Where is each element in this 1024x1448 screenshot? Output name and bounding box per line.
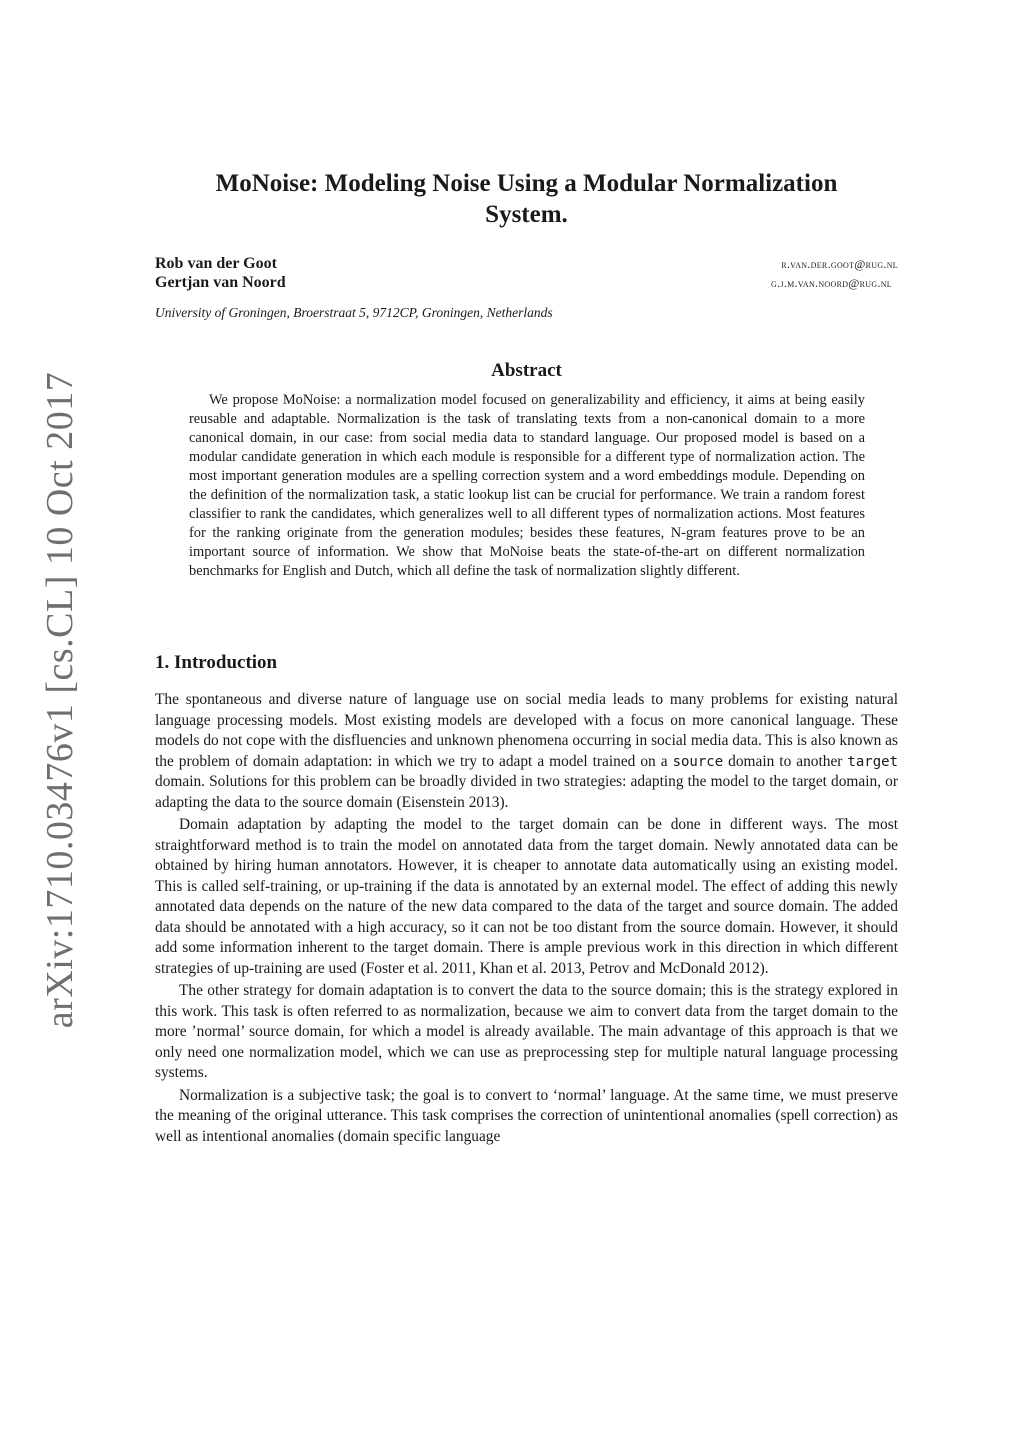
author-row-1 xyxy=(155,255,898,274)
source-keyword: source xyxy=(672,753,724,770)
abstract-heading: Abstract xyxy=(491,360,562,381)
intro-p1-text-b: domain to another xyxy=(723,752,848,770)
author-block xyxy=(155,255,898,293)
introduction-body xyxy=(155,690,898,1149)
author-email-2: g.j.m.van.noord@rug.nl xyxy=(771,276,892,290)
intro-p1-text-c: domain. Solutions for this problem can be broadly divided in two strategies: adapting the model to the target domain, or adapting the data to the source domain (Eisenstein 2013). xyxy=(155,773,898,811)
author-row-2 xyxy=(155,274,898,293)
abstract-text: We propose MoNoise: a normalization model focused on generalizability and efficiency, it aims at being easily reusable and adaptable. Normalization is the task of translating texts from a non-canonical domain to a more canonical domain, in our case: from social media data to standard language. Our proposed model is based on a modular candidate generation in which each module is responsible for a different type of normalization action. The most important generation modules are a spelling correction system and a word embeddings module. Depending on the definition of the normalization task, a static lookup list can be crucial for performance. We train a random forest classifier to rank the candidates, which generalizes well to all different types of normalization actions. Most features for the ranking originate from the generation modules; besides these features, N-gram features prove to be an important source of information. We show that MoNoise beats the state-of-the-art on different normalization benchmarks for English and Dutch, which all define the task of normalization slightly different. xyxy=(189,392,865,579)
intro-paragraph-2: Domain adaptation by adapting the model to the target domain can be done in different ways. The most straightforward method is to train the model on annotated data from the target domain. Newly annotated data can be obtained by hiring human annotators. However, it is cheaper to annotate data automatically using an existing model. This is called self-training, or up-training if the data is annotated by an external model. The effect of adding this newly annotated data depends on the nature of the new data compared to the data of the target and source domain. The added data should be annotated with a high accuracy, so it can not be too distant from the source domain. However, it should add some information inherent to the target domain. There is ample previous work in this direction in which different strategies of up-training are used (Foster et al. 2011, Khan et al. 2013, Petrov and McDonald 2012). xyxy=(155,816,898,977)
title-line-1: MoNoise: Modeling Noise Using a Modular Normalization xyxy=(215,170,838,197)
intro-paragraph-1 xyxy=(155,690,898,813)
target-keyword: target xyxy=(847,753,898,770)
author-name-1: Rob van der Goot xyxy=(155,255,277,272)
affiliation: University of Groningen, Broerstraat 5, 9712CP, Groningen, Netherlands xyxy=(155,305,553,320)
intro-p1-text-a: The spontaneous and diverse nature of language use on social media leads to many problems for existing natural language processing models. Most existing models are developed with a focus on more canonical language. These models do not cope with the disfluencies and unknown phenomena occurring in social media data. This is also known as the problem of domain adaptation: in which we try to adapt a model trained on a xyxy=(155,691,898,770)
title-line-2: System. xyxy=(485,201,568,228)
author-name-2: Gertjan van Noord xyxy=(155,274,286,291)
paper-title xyxy=(155,168,898,230)
author-email-1: r.van.der.goot@rug.nl xyxy=(781,257,898,271)
arxiv-identifier-stamp: arXiv:1710.03476v1 [cs.CL] 10 Oct 2017 xyxy=(39,371,81,1029)
intro-paragraph-4: Normalization is a subjective task; the goal is to convert to ‘normal’ language. At the same time, we must preserve the meaning of the original utterance. This task comprises the correction of unintentional anomalies (spell correction) as well as intentional anomalies (domain specific language xyxy=(155,1086,898,1145)
intro-paragraph-3: The other strategy for domain adaptation is to convert the data to the source domain; this is the strategy explored in this work. This task is often referred to as normalization, because we aim to convert data from the target domain to the more ’normal’ source domain, for which a model is already available. The main advantage of this approach is that we only need one normalization model, which we can use as preprocessing step for multiple natural language processing systems. xyxy=(155,982,898,1081)
introduction-heading: 1. Introduction xyxy=(155,652,278,673)
